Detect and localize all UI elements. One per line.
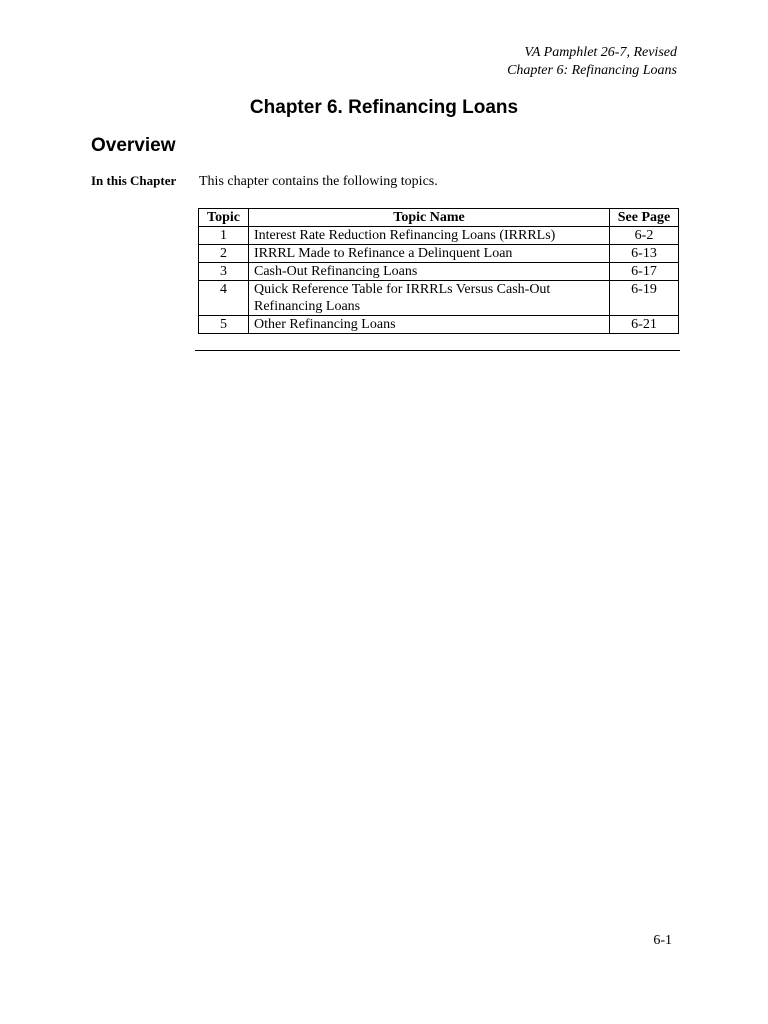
header-topic: Topic — [199, 209, 249, 227]
header-chapter-title: Chapter 6: Refinancing Loans — [507, 63, 677, 78]
table-row — [199, 281, 679, 316]
topic-number: 5 — [199, 316, 249, 334]
topic-name: IRRRL Made to Refinance a Delinquent Loan — [249, 245, 610, 263]
topic-name: Other Refinancing Loans — [249, 316, 610, 334]
header-topic-name: Topic Name — [249, 209, 610, 227]
block-divider — [195, 350, 680, 351]
topic-number: 3 — [199, 263, 249, 281]
topic-page: 6-21 — [610, 316, 679, 334]
section-title: Overview — [91, 135, 176, 156]
topic-page: 6-13 — [610, 245, 679, 263]
topic-number: 2 — [199, 245, 249, 263]
topic-number: 4 — [199, 281, 249, 316]
topic-number: 1 — [199, 227, 249, 245]
topic-page: 6-19 — [610, 281, 679, 316]
topics-table — [198, 208, 679, 334]
table-row — [199, 316, 679, 334]
intro-text: This chapter contains the following topics. — [199, 174, 438, 189]
page-number: 6-1 — [653, 933, 672, 948]
topic-name: Interest Rate Reduction Refinancing Loans (IRRRLs) — [249, 227, 610, 245]
running-header — [507, 44, 677, 80]
block-label: In this Chapter — [91, 173, 177, 188]
topic-name: Cash-Out Refinancing Loans — [249, 263, 610, 281]
chapter-title: Chapter 6. Refinancing Loans — [249, 97, 519, 118]
topic-page: 6-17 — [610, 263, 679, 281]
table-row — [199, 227, 679, 245]
topic-page: 6-2 — [610, 227, 679, 245]
table-header-row — [199, 209, 679, 227]
header-see-page: See Page — [610, 209, 679, 227]
topic-name: Quick Reference Table for IRRRLs Versus Cash-Out Refinancing Loans — [249, 281, 610, 316]
header-pamphlet-title: VA Pamphlet 26-7, Revised — [524, 45, 677, 60]
table-row — [199, 245, 679, 263]
table-row — [199, 263, 679, 281]
